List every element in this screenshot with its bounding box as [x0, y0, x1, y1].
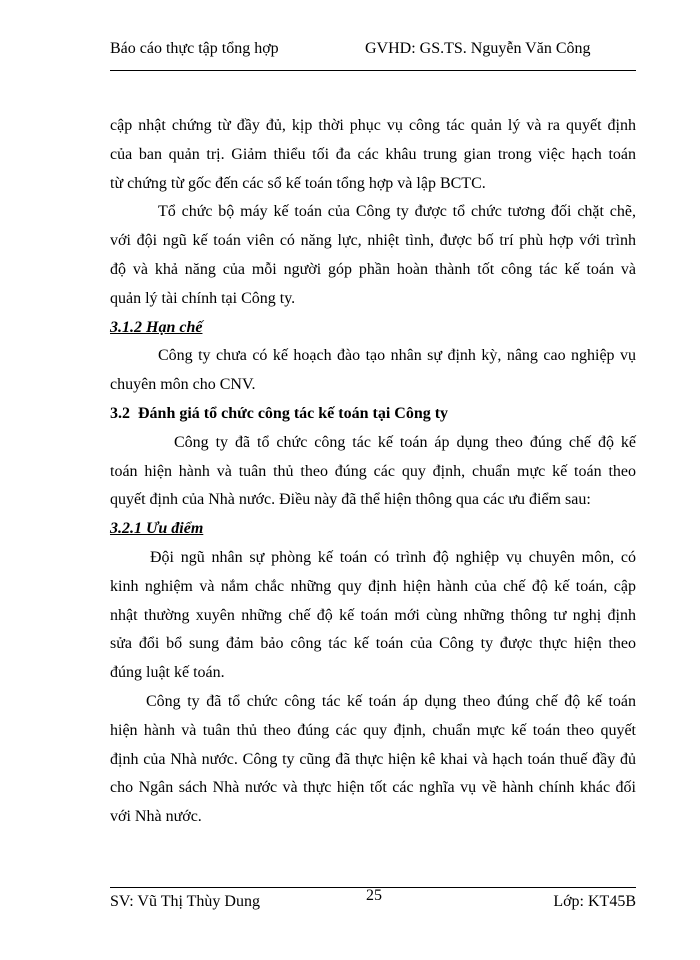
text-line: quyết định của Nhà nước. Điều này đã thể hiện thông qua các ưu điểm sau: — [110, 491, 591, 509]
text-line: định của Nhà nước. Công ty cũng đã thực hiện kê khai và hạch toán thuế đầy đủ — [110, 750, 636, 768]
paragraph-5 — [110, 544, 636, 688]
footer-class: Lớp: KT45B — [553, 893, 636, 910]
heading-3-1-2: 3.1.2 Hạn chế — [110, 318, 203, 336]
paragraph-2 — [110, 198, 636, 313]
header-supervisor: GVHD: GS.TS. Nguyễn Văn Công — [365, 40, 591, 57]
text-line: quản lý tài chính tại Công ty. — [110, 289, 296, 307]
paragraph-4 — [110, 429, 636, 515]
page-body — [110, 112, 636, 832]
text-line: sửa đổi bổ sung đảm bảo công tác kế toán của Công ty được thực hiện theo — [110, 635, 636, 653]
paragraph-1 — [110, 112, 636, 198]
page-number: 25 — [366, 887, 382, 904]
text-line: từ chứng từ gốc đến các sổ kế toán tổng hợp và lập BCTC. — [110, 174, 486, 192]
text-line: độ và khả năng của mỗi người góp phần hoàn thành tốt công tác kế toán và — [110, 260, 636, 278]
text-line: kinh nghiệm và nắm chắc những quy định hiện hành của chế độ kế toán, cập — [110, 577, 636, 595]
heading-3-2-1: 3.2.1 Ưu điểm — [110, 520, 204, 538]
text-line: với Nhà nước. — [110, 808, 202, 826]
text-line: nhật thường xuyên những chế độ kế toán mới cùng những thông tư nghị định — [110, 606, 636, 624]
text-line: Công ty đã tổ chức công tác kế toán áp dụng theo đúng chế độ kế — [174, 433, 636, 451]
page-footer — [110, 887, 636, 917]
header-report-title: Báo cáo thực tập tổng hợp — [110, 40, 279, 57]
page-header — [110, 40, 610, 68]
text-line: chuyên môn cho CNV. — [110, 376, 256, 394]
paragraph-3 — [110, 342, 636, 400]
text-line: đúng luật kế toán. — [110, 664, 225, 682]
footer-student-name: SV: Vũ Thị Thùy Dung — [110, 893, 260, 910]
text-line: của ban quản trị. Giảm thiểu tối đa các khâu trung gian trong việc hạch toán — [110, 145, 636, 163]
heading-3-2: 3.2 Đánh giá tổ chức công tác kế toán tại Công ty — [110, 404, 449, 422]
text-line: Công ty đã tổ chức công tác kế toán áp dụng theo đúng chế độ kế toán — [146, 692, 636, 710]
text-line: toán hiện hành và tuân thủ theo đúng các quy định, chuẩn mực kế toán theo — [110, 462, 636, 480]
header-rule — [110, 70, 636, 71]
text-line: cho Ngân sách Nhà nước và thực hiện tốt các nghĩa vụ về hành chính khác đối — [110, 779, 636, 797]
paragraph-6 — [110, 688, 636, 832]
text-line: cập nhật chứng từ đầy đủ, kịp thời phục vụ công tác quản lý và ra quyết định — [110, 117, 636, 134]
text-line: Công ty chưa có kế hoạch đào tạo nhân sự định kỳ, nâng cao nghiệp vụ — [158, 347, 636, 365]
text-line: hiện hành và tuân thủ theo đúng các quy định, chuẩn mực kế toán theo quyết — [110, 721, 636, 739]
text-line: với đội ngũ kế toán viên có năng lực, nhiệt tình, được bố trí phù hợp với trình — [110, 232, 636, 250]
text-line: Đội ngũ nhân sự phòng kế toán có trình độ nghiệp vụ chuyên môn, có — [150, 548, 636, 566]
text-line: Tổ chức bộ máy kế toán của Công ty được tổ chức tương đối chặt chẽ, — [158, 203, 636, 221]
